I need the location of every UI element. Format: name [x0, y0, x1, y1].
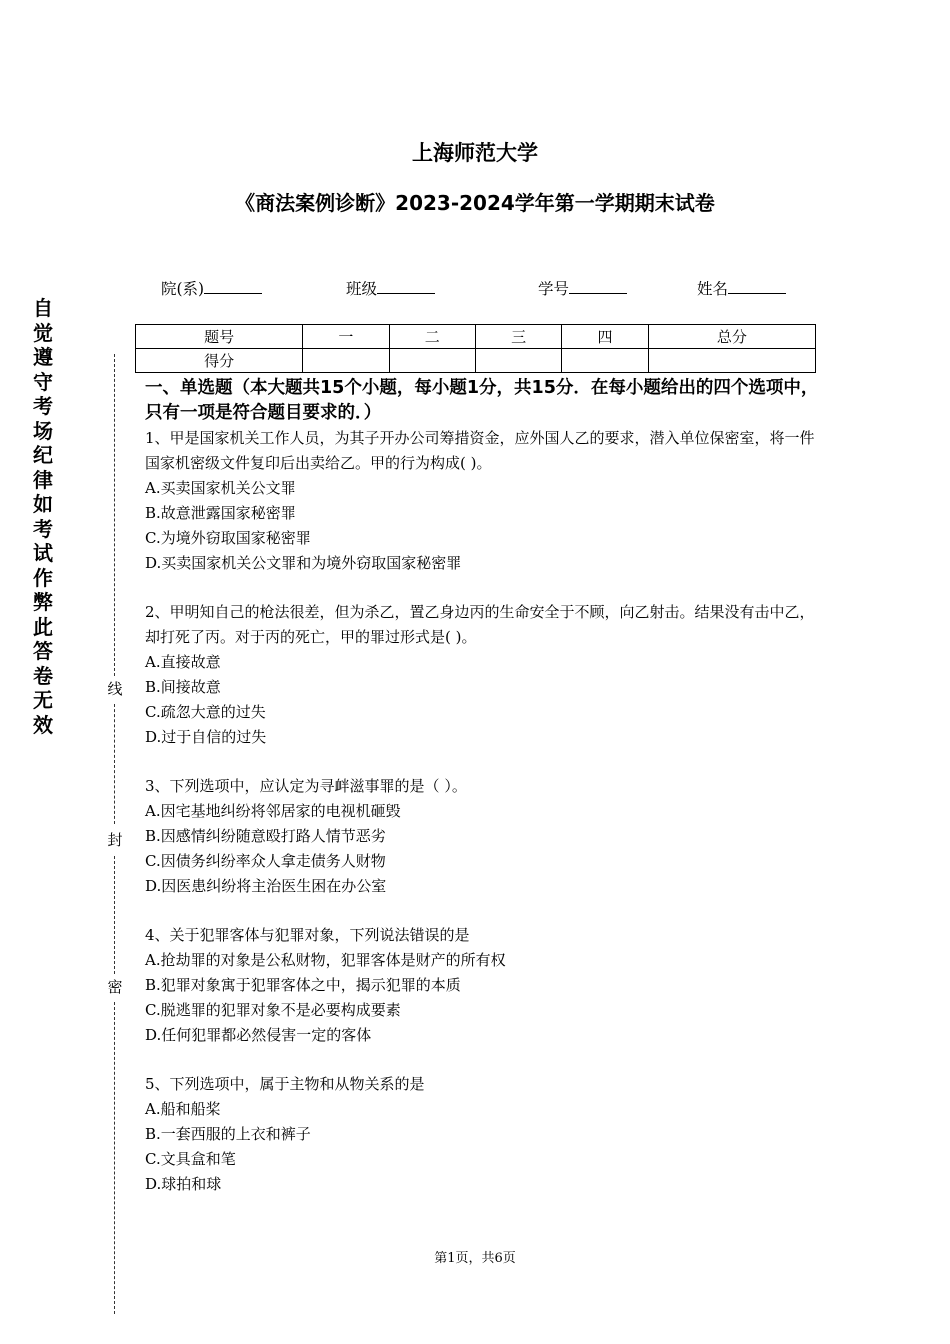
score-table-header-row	[136, 325, 816, 349]
option-b[interactable]: B.间接故意	[145, 678, 221, 696]
option-a[interactable]: A.船和船桨	[145, 1100, 221, 1118]
option-d[interactable]: D.买卖国家机关公文罪和为境外窃取国家秘密罪	[145, 554, 462, 572]
question-1	[145, 426, 815, 576]
name-label: 姓名	[697, 280, 729, 298]
option-b[interactable]: B.一套西服的上衣和裤子	[145, 1125, 311, 1143]
question-5	[145, 1072, 815, 1197]
section-heading: 一、单选题（本大题共15个小题，每小题1分，共15分．在每小题给出的四个选项中，只有一项是符合题目要求的．）	[145, 378, 819, 423]
score-cell[interactable]	[562, 349, 648, 373]
question-stem: 2、甲明知自己的枪法很差，但为杀乙，置乙身边丙的生命安全于不顾，向乙射击。结果没有击中乙，却打死了丙。对于丙的死亡，甲的罪过形式是( )。	[145, 603, 815, 646]
university-title: 上海师范大学	[412, 141, 538, 165]
score-header-cell: 总分	[648, 325, 815, 349]
seal-mark-secret: 密	[107, 978, 123, 996]
option-c[interactable]: C.因债务纠纷率众人拿走债务人财物	[145, 852, 386, 870]
exam-title: 《商法案例诊断》2023-2024学年第一学期期末试卷	[235, 191, 715, 215]
score-table-row	[136, 349, 816, 373]
dept-label: 院(系)	[161, 280, 205, 298]
score-cell[interactable]	[389, 349, 475, 373]
option-d[interactable]: D.过于自信的过失	[145, 728, 267, 746]
seal-mark-seal: 封	[107, 831, 123, 849]
class-label: 班级	[346, 280, 378, 298]
option-c[interactable]: C.疏忽大意的过失	[145, 703, 266, 721]
student-id-blank[interactable]	[569, 279, 627, 294]
option-c[interactable]: C.文具盒和笔	[145, 1150, 236, 1168]
option-d[interactable]: D.球拍和球	[145, 1175, 222, 1193]
question-stem: 3、下列选项中，应认定为寻衅滋事罪的是（ ）。	[145, 777, 467, 795]
option-c[interactable]: C.脱逃罪的犯罪对象不是必要构成要素	[145, 1001, 401, 1019]
option-b[interactable]: B.故意泄露国家秘密罪	[145, 504, 296, 522]
name-field[interactable]	[697, 277, 786, 299]
dept-field[interactable]	[161, 277, 262, 299]
score-cell[interactable]	[475, 349, 561, 373]
question-2	[145, 600, 815, 750]
score-header-cell: 题号	[136, 325, 303, 349]
binding-dashed-line	[114, 704, 115, 824]
score-row-label: 得分	[136, 349, 303, 373]
name-blank[interactable]	[728, 279, 786, 294]
score-cell[interactable]	[648, 349, 815, 373]
binding-dashed-line	[114, 354, 115, 676]
option-d[interactable]: D.因医患纠纷将主治医生困在办公室	[145, 877, 387, 895]
question-stem: 5、下列选项中，属于主物和从物关系的是	[145, 1075, 425, 1093]
option-b[interactable]: B.犯罪对象寓于犯罪客体之中，揭示犯罪的本质	[145, 976, 461, 994]
class-field[interactable]	[346, 277, 435, 299]
page-footer: 第1页，共6页	[434, 1251, 516, 1266]
option-a[interactable]: A.抢劫罪的对象是公私财物，犯罪客体是财产的所有权	[145, 951, 506, 969]
score-header-cell: 三	[475, 325, 561, 349]
question-4	[145, 923, 815, 1048]
option-d[interactable]: D.任何犯罪都必然侵害一定的客体	[145, 1026, 372, 1044]
student-id-field[interactable]	[538, 277, 627, 299]
binding-dashed-line	[114, 856, 115, 974]
class-blank[interactable]	[377, 279, 435, 294]
option-a[interactable]: A.直接故意	[145, 653, 221, 671]
seal-mark-line: 线	[107, 680, 123, 698]
dept-blank[interactable]	[204, 279, 262, 294]
option-c[interactable]: C.为境外窃取国家秘密罪	[145, 529, 311, 547]
option-b[interactable]: B.因感情纠纷随意殴打路人情节恶劣	[145, 827, 386, 845]
question-3	[145, 774, 815, 899]
option-a[interactable]: A.买卖国家机关公文罪	[145, 479, 296, 497]
binding-dashed-line	[114, 1002, 115, 1314]
score-table	[135, 324, 816, 373]
option-a[interactable]: A.因宅基地纠纷将邻居家的电视机砸毁	[145, 802, 401, 820]
score-header-cell: 四	[562, 325, 648, 349]
student-id-label: 学号	[538, 280, 570, 298]
score-header-cell: 二	[389, 325, 475, 349]
score-cell[interactable]	[303, 349, 389, 373]
question-stem: 1、甲是国家机关工作人员，为其子开办公司筹措资金，应外国人乙的要求，潜入单位保密室，将一件国家机密级文件复印后出卖给乙。甲的行为构成( )。	[145, 429, 815, 472]
exam-discipline-notice: 自觉遵守考场纪律如考试作弊此答卷无效	[33, 296, 53, 737]
score-header-cell: 一	[303, 325, 389, 349]
question-stem: 4、关于犯罪客体与犯罪对象，下列说法错误的是	[145, 926, 470, 944]
